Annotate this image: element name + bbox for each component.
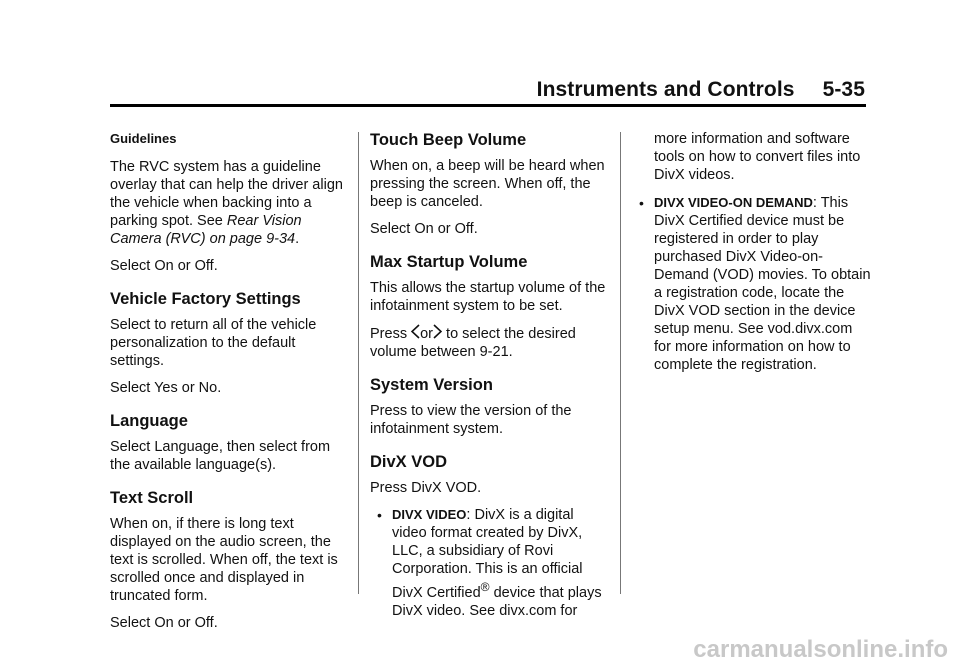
guidelines-reference: Rear Vision Camera (RVC) on page 9-34 xyxy=(110,213,302,247)
column-2 xyxy=(370,130,610,629)
max-startup-volume-text: This allows the startup volume of the infotainment system to be set. xyxy=(370,280,606,314)
divx-video-label: DIVX VIDEO xyxy=(392,507,467,522)
list-item-continuation: more information and software tools on how to convert files into DivX videos. xyxy=(654,131,861,183)
chevron-right-icon xyxy=(433,324,442,339)
bullet-icon: • xyxy=(377,507,382,523)
text-scroll-text: When on, if there is long text displayed on the audio screen, the text is scrolled. When off, the text is scrolled once and displayed in truncated form. xyxy=(110,516,338,604)
text-scroll-heading: Text Scroll xyxy=(110,489,194,507)
language-text: Select Language, then select from the available language(s). xyxy=(110,439,331,473)
select-yes-no: Select Yes or No. xyxy=(110,380,222,396)
page-number: 5-35 xyxy=(822,78,865,101)
guidelines-label: Guidelines xyxy=(110,131,177,146)
select-on-off: Select On or Off. xyxy=(110,258,218,274)
language-heading: Language xyxy=(110,412,188,430)
bullet-icon: • xyxy=(639,195,644,211)
column-3 xyxy=(632,130,872,383)
column-divider-2 xyxy=(620,132,621,594)
divx-vod-label: DIVX VIDEO-ON DEMAND xyxy=(654,195,813,210)
section-title: Instruments and Controls xyxy=(536,78,795,101)
touch-beep-volume-heading: Touch Beep Volume xyxy=(370,131,527,149)
system-version-heading: System Version xyxy=(370,376,493,394)
select-on-off: Select On or Off. xyxy=(370,221,478,237)
list-item: • DIVX VIDEO: DivX is a digital video format created by DivX, LLC, a subsidiary of Rovi Corporation. This is an official DivX Certified® device that plays DivX video. See divx.com for xyxy=(377,507,602,619)
list-item: • DIVX VIDEO-ON DEMAND: This DivX Certified device must be registered in order to play purchased DivX Video-on-Demand (VOD) movies. To obtain a registration code, locate the DivX VOD section in the device setup menu. See vod.divx.com for more information on how to complete the registration. xyxy=(639,195,871,373)
max-startup-volume-heading: Max Startup Volume xyxy=(370,253,528,271)
chevron-left-icon xyxy=(411,324,420,339)
page-header xyxy=(537,78,865,102)
vehicle-factory-settings-text: Select to return all of the vehicle personalization to the default settings. xyxy=(110,317,317,369)
registered-mark: ® xyxy=(480,580,490,594)
select-on-off: Select On or Off. xyxy=(110,615,218,631)
divx-vod-heading: DivX VOD xyxy=(370,453,448,471)
max-startup-volume-press: Press or to select the desired volume between 9-21. xyxy=(370,326,576,360)
watermark: carmanualsonline.info xyxy=(693,636,948,663)
divx-vod-press: Press DivX VOD. xyxy=(370,480,482,496)
guidelines-paragraph: The RVC system has a guideline overlay that can help the driver align the vehicle when backing into a parking spot. See Rear Vision Camera (RVC) on page 9-34. xyxy=(110,159,343,247)
touch-beep-volume-text: When on, a beep will be heard when pressing the screen. When off, the beep is canceled. xyxy=(370,158,605,210)
system-version-text: Press to view the version of the infotainment system. xyxy=(370,403,572,437)
column-1 xyxy=(110,130,350,641)
vehicle-factory-settings-heading: Vehicle Factory Settings xyxy=(110,290,301,308)
header-rule xyxy=(110,104,866,107)
column-divider-1 xyxy=(358,132,359,594)
